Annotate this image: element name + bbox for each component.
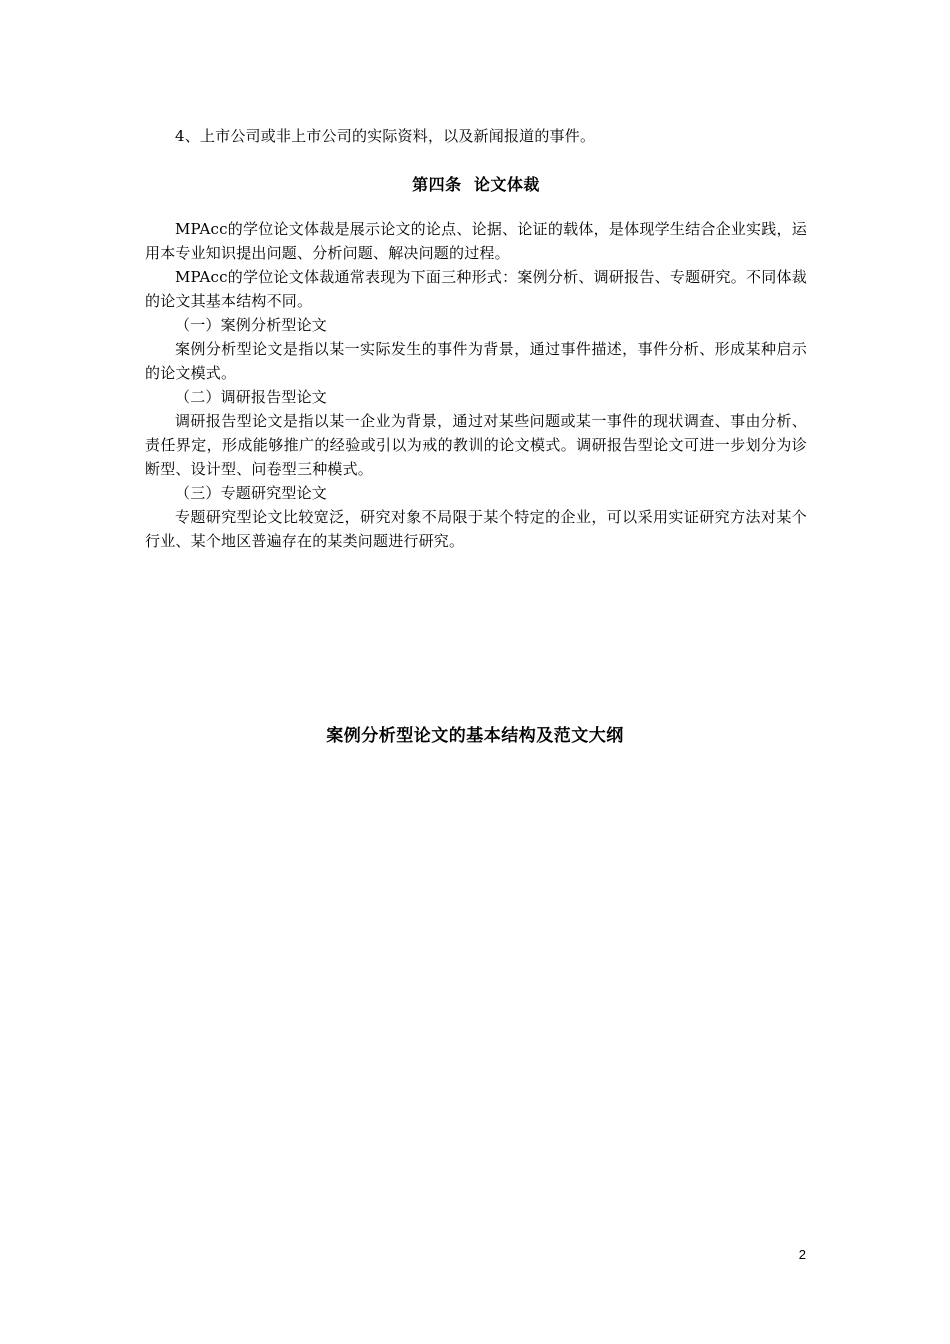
- paragraph-special-study: 专题研究型论文比较宽泛，研究对象不局限于某个特定的企业，可以采用实证研究方法对某个行业、某个地区普遍存在的某类问题进行研究。: [145, 508, 807, 550]
- paragraph-case-analysis: 案例分析型论文是指以某一实际发生的事件为背景，通过事件描述，事件分析、形成某种启示的论文模式。: [145, 340, 807, 382]
- paragraph-research-report: 调研报告型论文是指以某一企业为背景，通过对某些问题或某一事件的现状调查、事由分析、责任界定，形成能够推广的经验或引以为戒的教训的论文模式。调研报告型论文可进一步划分为诊断型、设计型、问卷型三种模式。: [145, 412, 807, 478]
- page-content: [145, 124, 807, 553]
- page-number: 2: [798, 1247, 806, 1262]
- intro-item: 4、上市公司或非上市公司的实际资料，以及新闻报道的事件。: [175, 127, 596, 145]
- section-title: 第四条 论文体裁: [412, 175, 540, 194]
- next-section-title: 案例分析型论文的基本结构及范文大纲: [326, 726, 624, 746]
- subheading-research-report: （二）调研报告型论文: [175, 388, 328, 406]
- paragraph-2: MPAcc的学位论文体裁通常表现为下面三种形式：案例分析、调研报告、专题研究。不同体裁的论文其基本结构不同。: [145, 268, 807, 310]
- subheading-case-analysis: （一）案例分析型论文: [175, 316, 328, 334]
- paragraph-1: MPAcc的学位论文体裁是展示论文的论点、论据、论证的载体，是体现学生结合企业实践，运用本专业知识提出问题、分析问题、解决问题的过程。: [145, 220, 807, 262]
- subheading-special-study: （三）专题研究型论文: [175, 484, 328, 502]
